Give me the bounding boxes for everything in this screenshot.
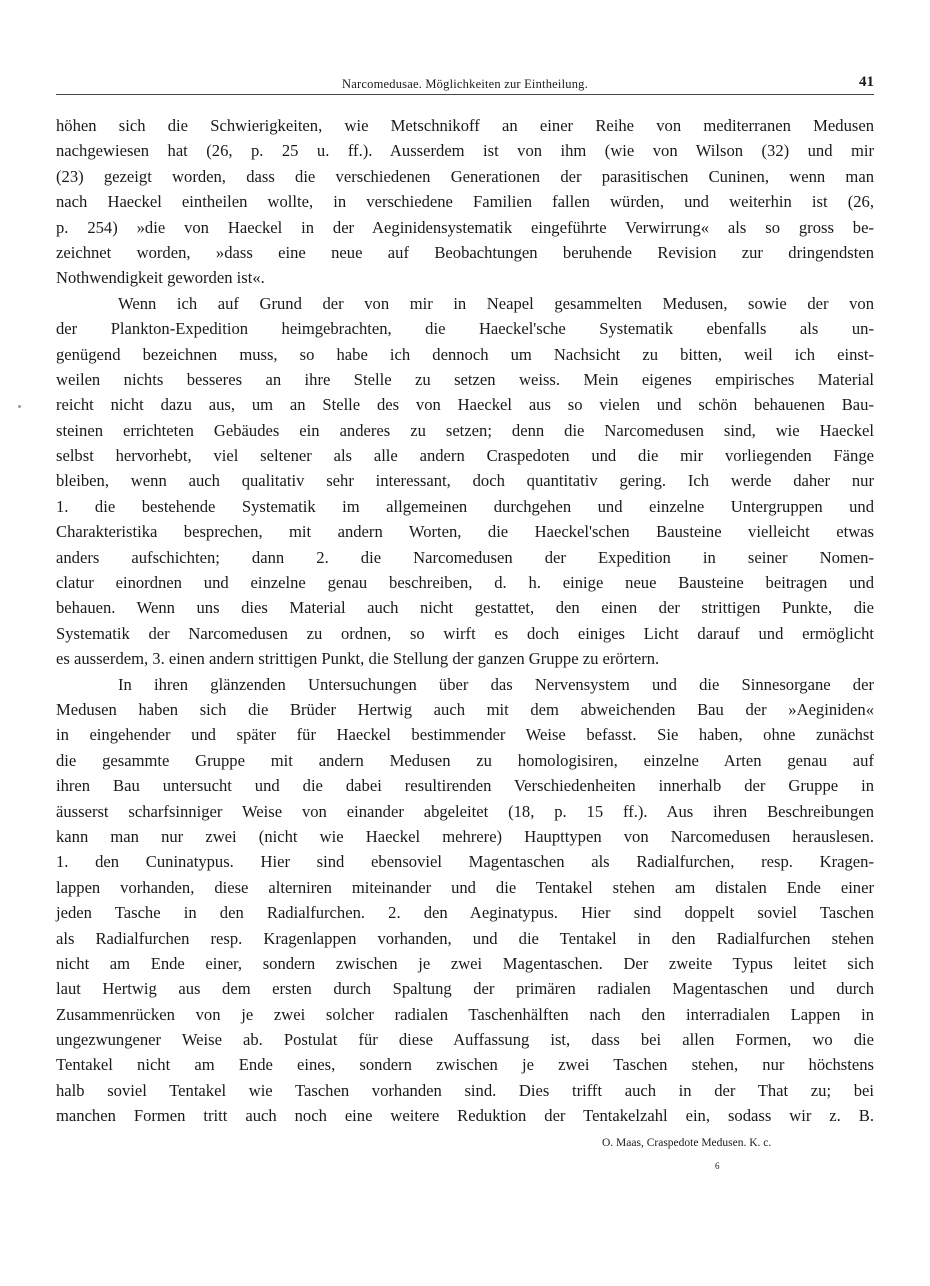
- body-text: [56, 113, 874, 1129]
- text-line: reicht nicht dazu aus, um an Stelle des von Haeckel aus so vielen und schön behauenen Bau-: [56, 395, 874, 415]
- text-line: äusserst scharfsinniger Weise von einander abgeleitet (18, p. 15 ff.). Aus ihren Beschreibungen: [56, 801, 874, 821]
- text-line: Charakteristika besprechen, mit andern Worten, die Haeckel'schen Bausteine vielleicht etwas: [56, 522, 874, 542]
- text-line: steinen errichteten Gebäudes ein anderes zu setzen; denn die Narcomedusen sind, wie Haeckel: [56, 420, 874, 440]
- text-line: ihren Bau untersucht und die dabei resultirenden Verschiedenheiten innerhalb der Gruppe in: [56, 776, 874, 796]
- text-line: lappen vorhanden, diese alterniren miteinander und die Tentakel stehen am distalen Ende einer: [56, 877, 874, 897]
- footer-mark: 6: [715, 1161, 720, 1171]
- text-line: höhen sich die Schwierigkeiten, wie Metschnikoff an einer Reihe von mediterranen Medusen: [56, 116, 874, 135]
- text-line: manchen Formen tritt auch noch eine weitere Reduktion der Tentakelzahl ein, sodass wir z. B.: [56, 1106, 874, 1126]
- text-line: p. 254) »die von Haeckel in der Aeginidensystematik eingeführte Verwirrung« als so gross be-: [56, 217, 874, 237]
- text-line: die gesammte Gruppe mit andern Medusen zu homologisiren, einzelne Arten genau auf: [56, 750, 874, 770]
- text-line: nachgewiesen hat (26, p. 25 u. ff.). Ausserdem ist von ihm (wie von Wilson (32) und mir: [56, 141, 874, 161]
- text-line: clatur einordnen und einzelne genau beschreiben, d. h. einige neue Bausteine beitragen und: [56, 573, 874, 593]
- text-line: als Radialfurchen resp. Kragenlappen vorhanden, und die Tentakel in den Radialfurchen stehen: [56, 928, 874, 948]
- text-line: jeden Tasche in den Radialfurchen. 2. den Aeginatypus. Hier sind doppelt soviel Taschen: [56, 903, 874, 923]
- text-line: In ihren glänzenden Untersuchungen über das Nervensystem und die Sinnesorgane der: [118, 674, 874, 694]
- page-number: 41: [859, 74, 874, 90]
- text-line: Tentakel nicht am Ende eines, sondern zwischen je zwei Taschen stehen, nur höchstens: [56, 1055, 874, 1075]
- page-header: [56, 74, 874, 95]
- margin-speck: [18, 405, 21, 408]
- running-head: Narcomedusae. Möglichkeiten zur Eintheilung.: [342, 77, 588, 91]
- text-line: nach Haeckel eintheilen wollte, in verschiedene Familien fallen würden, und weiterhin ist (26,: [56, 192, 874, 212]
- text-line: nicht am Ende einer, sondern zwischen je zwei Magentaschen. Der zweite Typus leitet sich: [56, 953, 874, 973]
- text-line: anders aufschichten; dann 2. die Narcomedusen der Expedition in seiner Nomen-: [56, 547, 874, 567]
- text-line: 1. den Cuninatypus. Hier sind ebensoviel Magentaschen als Radialfurchen, resp. Kragen-: [56, 852, 874, 872]
- text-line: halb soviel Tentakel wie Taschen vorhanden sind. Dies trifft auch in der That zu; bei: [56, 1080, 874, 1100]
- text-line: bleiben, wenn auch qualitativ sehr interessant, doch quantitativ gering. Ich werde daher nur: [56, 471, 874, 491]
- text-line: weilen nichts besseres an ihre Stelle zu setzen weiss. Mein eigenes empirisches Material: [56, 369, 874, 389]
- text-line: Wenn ich auf Grund der von mir in Neapel gesammelten Medusen, sowie der von: [118, 293, 874, 313]
- text-line: der Plankton-Expedition heimgebrachten, die Haeckel'sche Systematik ebenfalls als un-: [56, 319, 874, 339]
- text-line: Nothwendigkeit geworden ist«.: [56, 268, 265, 288]
- text-line: (23) gezeigt worden, dass die verschiedenen Generationen der parasitischen Cuninen, wenn man: [56, 166, 874, 186]
- text-line: kann man nur zwei (nicht wie Haeckel mehrere) Haupttypen von Narcomedusen herauslesen.: [56, 826, 874, 846]
- text-line: Systematik der Narcomedusen zu ordnen, so wirft es doch einiges Licht darauf und ermöglicht: [56, 623, 874, 643]
- text-line: behauen. Wenn uns dies Material auch nicht gestattet, den einen der strittigen Punkte, die: [56, 598, 874, 618]
- text-line: Medusen haben sich die Brüder Hertwig auch mit dem abweichenden Bau der »Aeginiden«: [56, 699, 874, 719]
- text-line: laut Hertwig aus dem ersten durch Spaltung der primären radialen Magentaschen und durch: [56, 979, 874, 999]
- text-line: zeichnet worden, »dass eine neue auf Beobachtungen beruhende Revision zur dringendsten: [56, 242, 874, 262]
- footer-signature: O. Maas, Craspedote Medusen. K. c.: [602, 1137, 772, 1149]
- text-line: es ausserdem, 3. einen andern strittigen Punkt, die Stellung der ganzen Gruppe zu erörtern.: [56, 649, 660, 669]
- text-line: ungezwungener Weise ab. Postulat für diese Auffassung ist, dass bei allen Formen, wo die: [56, 1030, 874, 1050]
- text-line: Zusammenrücken von je zwei solcher radialen Taschenhälften nach den interradialen Lappen in: [56, 1004, 874, 1024]
- text-line: in eingehender und später für Haeckel bestimmender Weise befasst. Sie haben, ohne zunächst: [56, 725, 874, 745]
- text-line: selbst hervorhebt, viel seltener als alle andern Craspedoten und die mir vorliegenden Fänge: [56, 446, 874, 466]
- text-line: genügend bezeichnen muss, so habe ich dennoch um Nachsicht zu bitten, weil ich einst-: [56, 344, 874, 364]
- text-line: 1. die bestehende Systematik im allgemeinen durchgehen und einzelne Untergruppen und: [56, 496, 874, 516]
